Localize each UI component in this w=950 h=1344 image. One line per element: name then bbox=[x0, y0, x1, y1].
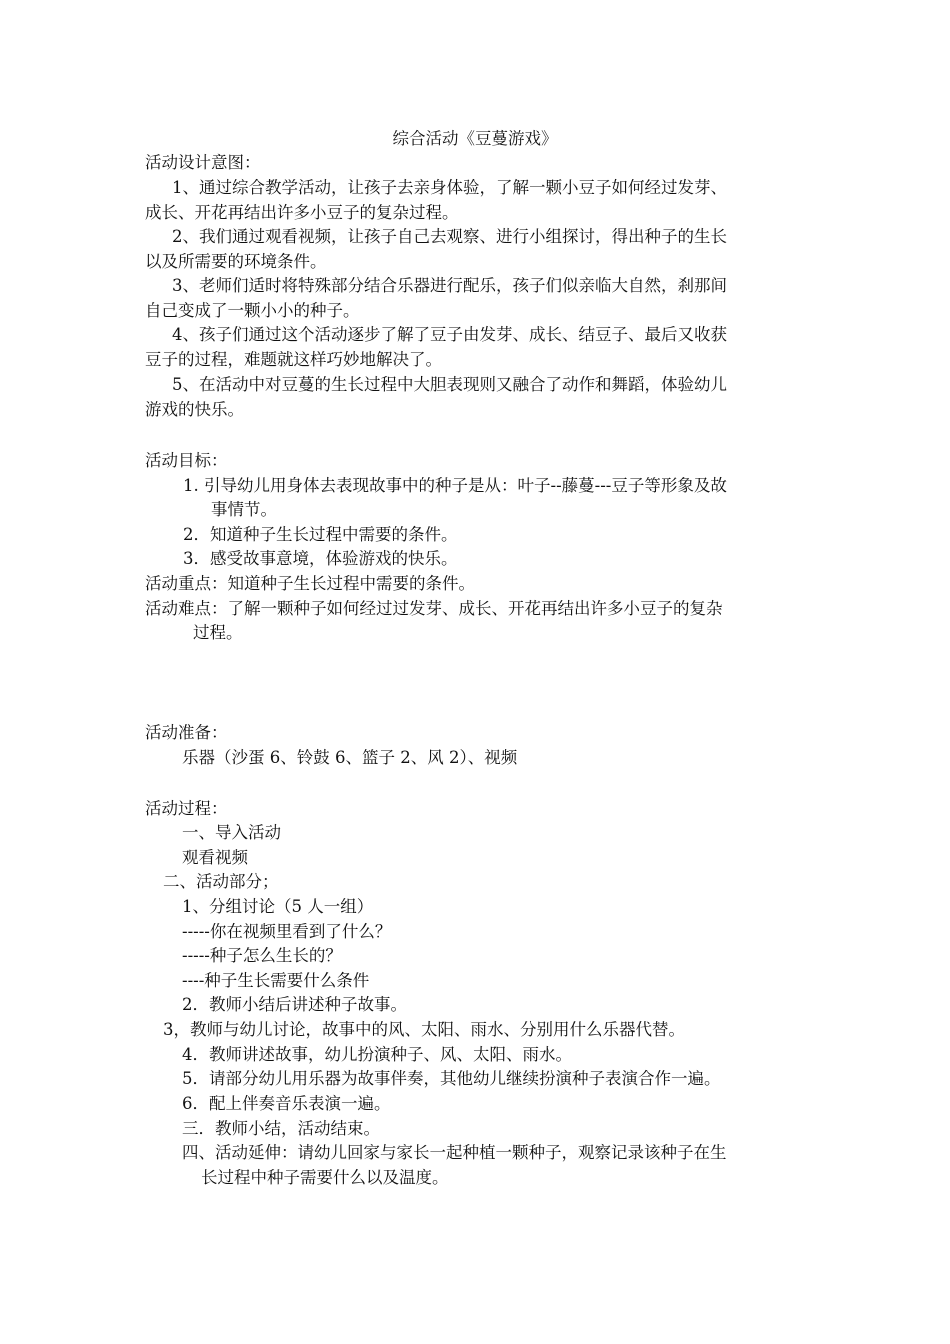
document-title: 综合活动《豆蔓游戏》 bbox=[392, 129, 558, 148]
goal-item: 3．感受故事意境，体验游戏的快乐。 bbox=[183, 549, 458, 568]
design-intent-line: 成长、开花再结出许多小豆子的复杂过程。 bbox=[145, 203, 459, 222]
process-line: 一、导入活动 bbox=[182, 823, 281, 842]
design-intent-line: 游戏的快乐。 bbox=[145, 400, 244, 419]
preparation-heading: 活动准备： bbox=[145, 723, 228, 742]
process-line: 长过程中种子需要什么以及温度。 bbox=[201, 1168, 449, 1187]
process-line: -----你在视频里看到了什么？ bbox=[182, 922, 392, 941]
key-point: 活动重点：知道种子生长过程中需要的条件。 bbox=[145, 574, 475, 593]
design-intent-line: 5、在活动中对豆蔓的生长过程中大胆表现则又融合了动作和舞蹈，体验幼儿 bbox=[172, 375, 727, 394]
design-intent-line: 以及所需要的环境条件。 bbox=[145, 252, 327, 271]
difficulty: 活动难点：了解一颗种子如何经过过发芽、成长、开花再结出许多小豆子的复杂 bbox=[145, 599, 723, 618]
process-line: -----种子怎么生长的？ bbox=[182, 946, 342, 965]
process-line: 四、活动延伸：请幼儿回家与家长一起种植一颗种子，观察记录该种子在生 bbox=[182, 1143, 727, 1162]
process-line: 二、活动部分； bbox=[163, 872, 279, 891]
process-line: 2．教师小结后讲述种子故事。 bbox=[182, 995, 407, 1014]
design-intent-line: 4、孩子们通过这个活动逐步了解了豆子由发芽、成长、结豆子、最后又收获 bbox=[172, 325, 727, 344]
design-intent-heading: 活动设计意图： bbox=[145, 153, 261, 172]
goals-heading: 活动目标： bbox=[145, 451, 228, 470]
design-intent-line: 2、我们通过观看视频，让孩子自己去观察、进行小组探讨，得出种子的生长 bbox=[172, 227, 727, 246]
process-line: ----种子生长需要什么条件 bbox=[182, 971, 370, 990]
design-intent-line: 3、老师们适时将特殊部分结合乐器进行配乐，孩子们似亲临大自然，刹那间 bbox=[172, 276, 727, 295]
process-line: 3，教师与幼儿讨论，故事中的风、太阳、雨水、分别用什么乐器代替。 bbox=[163, 1020, 685, 1039]
goal-item: 事情节。 bbox=[211, 500, 277, 519]
difficulty-continued: 过程。 bbox=[193, 623, 243, 642]
process-heading: 活动过程： bbox=[145, 799, 228, 818]
process-line: 5．请部分幼儿用乐器为故事伴奏，其他幼儿继续扮演种子表演合作一遍。 bbox=[182, 1069, 721, 1088]
design-intent-line: 豆子的过程，难题就这样巧妙地解决了。 bbox=[145, 350, 442, 369]
goal-item: 1. 引导幼儿用身体去表现故事中的种子是从：叶子--藤蔓---豆子等形象及故 bbox=[183, 476, 727, 495]
process-line: 4．教师讲述故事，幼儿扮演种子、风、太阳、雨水。 bbox=[182, 1045, 572, 1064]
goal-item: 2．知道种子生长过程中需要的条件。 bbox=[183, 525, 458, 544]
process-line: 1、分组讨论（5 人一组） bbox=[182, 897, 374, 916]
design-intent-line: 自己变成了一颗小小的种子。 bbox=[145, 301, 360, 320]
preparation-content: 乐器（沙蛋 6、铃鼓 6、篮子 2、风 2）、视频 bbox=[182, 748, 518, 767]
process-line: 6．配上伴奏音乐表演一遍。 bbox=[182, 1094, 391, 1113]
process-line: 观看视频 bbox=[182, 848, 248, 867]
process-line: 三．教师小结，活动结束。 bbox=[182, 1119, 380, 1138]
design-intent-line: 1、通过综合教学活动，让孩子去亲身体验，了解一颗小豆子如何经过发芽、 bbox=[172, 178, 727, 197]
